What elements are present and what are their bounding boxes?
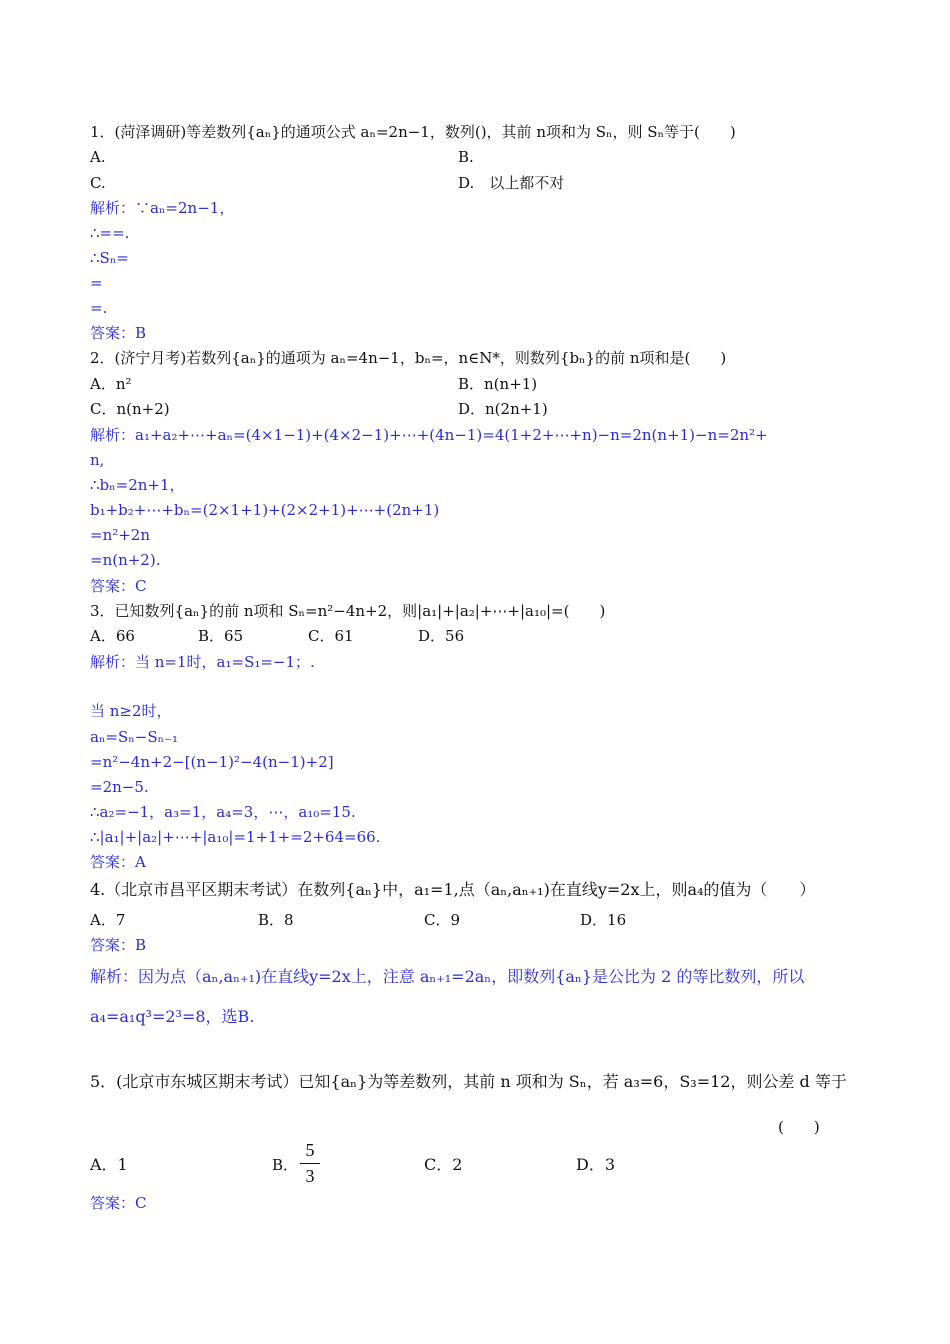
q2-option-b: B．n(n+1) [458, 375, 538, 393]
q3-option-b: B．65 [198, 627, 244, 645]
q4-stem: 4.（北京市昌平区期末考试）在数列{aₙ}中，a₁=1,点（aₙ,aₙ₊₁)在直线y=2x上，则a₄的值为（ ） [90, 880, 816, 899]
q1-solution-line: = [90, 274, 103, 292]
fraction-denominator: 3 [305, 1166, 315, 1186]
fraction-numerator: 5 [305, 1140, 315, 1160]
q3-option-c: C．61 [308, 627, 354, 645]
q3-answer: 答案：A [90, 853, 146, 871]
q1-answer: 答案：B [90, 324, 147, 342]
q1-solution-line: ∴==. [90, 224, 130, 242]
q1-stem: 1．(菏泽调研)等差数列{aₙ}的通项公式 aₙ=2n−1，数列()，其前 n项和为 Sₙ，则 Sₙ等于( ) [90, 123, 736, 141]
q1-option-d: D. 以上都不对 [458, 174, 565, 192]
q4-solution-line: 解析：因为点（aₙ,aₙ₊₁)在直线y=2x上，注意 aₙ₊₁=2aₙ，即数列{aₙ}是公比为 2 的等比数列，所以 [90, 967, 805, 986]
q3-solution-line: aₙ=Sₙ−Sₙ₋₁ [90, 728, 179, 746]
q5-option-b-label: B． [272, 1156, 299, 1174]
q5-option-d: D．3 [576, 1155, 616, 1174]
q5-paren: ( ) [778, 1118, 820, 1136]
q1-option-a: A. [90, 148, 106, 166]
q2-solution-line: =n(n+2). [90, 551, 161, 569]
q4-solution-line: a₄=a₁q³=2³=8，选B. [90, 1007, 255, 1026]
q3-solution-line: ∴|a₁|+|a₂|+⋯+|a₁₀|=1+1+=2+64=66. [90, 828, 381, 846]
q1-solution-line: 解析：∵aₙ=2n−1， [90, 199, 235, 217]
q2-solution-line: b₁+b₂+⋯+bₙ=(2×1+1)+(2×2+1)+⋯+(2n+1) [90, 501, 440, 519]
q1-solution-line: ∴Sₙ= [90, 249, 129, 267]
q4-option-c: C．9 [424, 911, 461, 929]
fraction-bar [300, 1163, 320, 1164]
q3-solution-line: =n²−4n+2−[(n−1)²−4(n−1)+2] [90, 753, 334, 771]
q4-option-a: A．7 [90, 911, 126, 929]
q2-stem: 2．(济宁月考)若数列{aₙ}的通项为 aₙ=4n−1，bₙ=，n∈N*，则数列{bₙ}的前 n项和是( ) [90, 349, 727, 367]
q5-option-a: A．1 [90, 1155, 128, 1174]
q2-solution-line: 解析：a₁+a₂+⋯+aₙ=(4×1−1)+(4×2−1)+⋯+(4n−1)=4(1+2+⋯+n)−n=2n(n+1)−n=2n²+ [90, 426, 768, 444]
q3-option-d: D．56 [418, 627, 465, 645]
q4-option-d: D．16 [580, 911, 627, 929]
q5-option-c: C．2 [424, 1155, 463, 1174]
q3-solution-line: 当 n≥2时， [90, 702, 172, 720]
q5-option-b-fraction [300, 1140, 320, 1187]
q3-option-a: A．66 [90, 627, 135, 645]
q3-solution-line: ∴a₂=−1，a₃=1，a₄=3，⋯，a₁₀=15. [90, 803, 356, 821]
q1-solution-line: =. [90, 299, 108, 317]
q2-option-d: D．n(2n+1) [458, 400, 548, 418]
q3-solution-line: =2n−5. [90, 778, 149, 796]
q3-stem: 3．已知数列{aₙ}的前 n项和 Sₙ=n²−4n+2，则|a₁|+|a₂|+⋯+|a₁₀|=( ) [90, 602, 606, 620]
q2-answer: 答案：C [90, 577, 147, 595]
q2-solution-line: ∴bₙ=2n+1， [90, 476, 185, 494]
q2-solution-line: n, [90, 451, 105, 469]
q5-stem: 5．(北京市东城区期末考试）已知{aₙ}为等差数列，其前 n 项和为 Sₙ，若 a₃=6，S₃=12，则公差 d 等于 [90, 1072, 847, 1091]
q2-option-c: C．n(n+2) [90, 400, 170, 418]
q2-option-a: A．n² [90, 375, 132, 393]
q5-answer: 答案：C [90, 1194, 147, 1212]
q4-option-b: B．8 [258, 911, 294, 929]
q4-answer: 答案：B [90, 936, 147, 954]
q1-option-b: B. [458, 148, 474, 166]
q1-option-c: C. [90, 174, 106, 192]
q2-solution-line: =n²+2n [90, 526, 151, 544]
q3-solution-line: 解析：当 n=1时，a₁=S₁=−1；. [90, 653, 315, 671]
